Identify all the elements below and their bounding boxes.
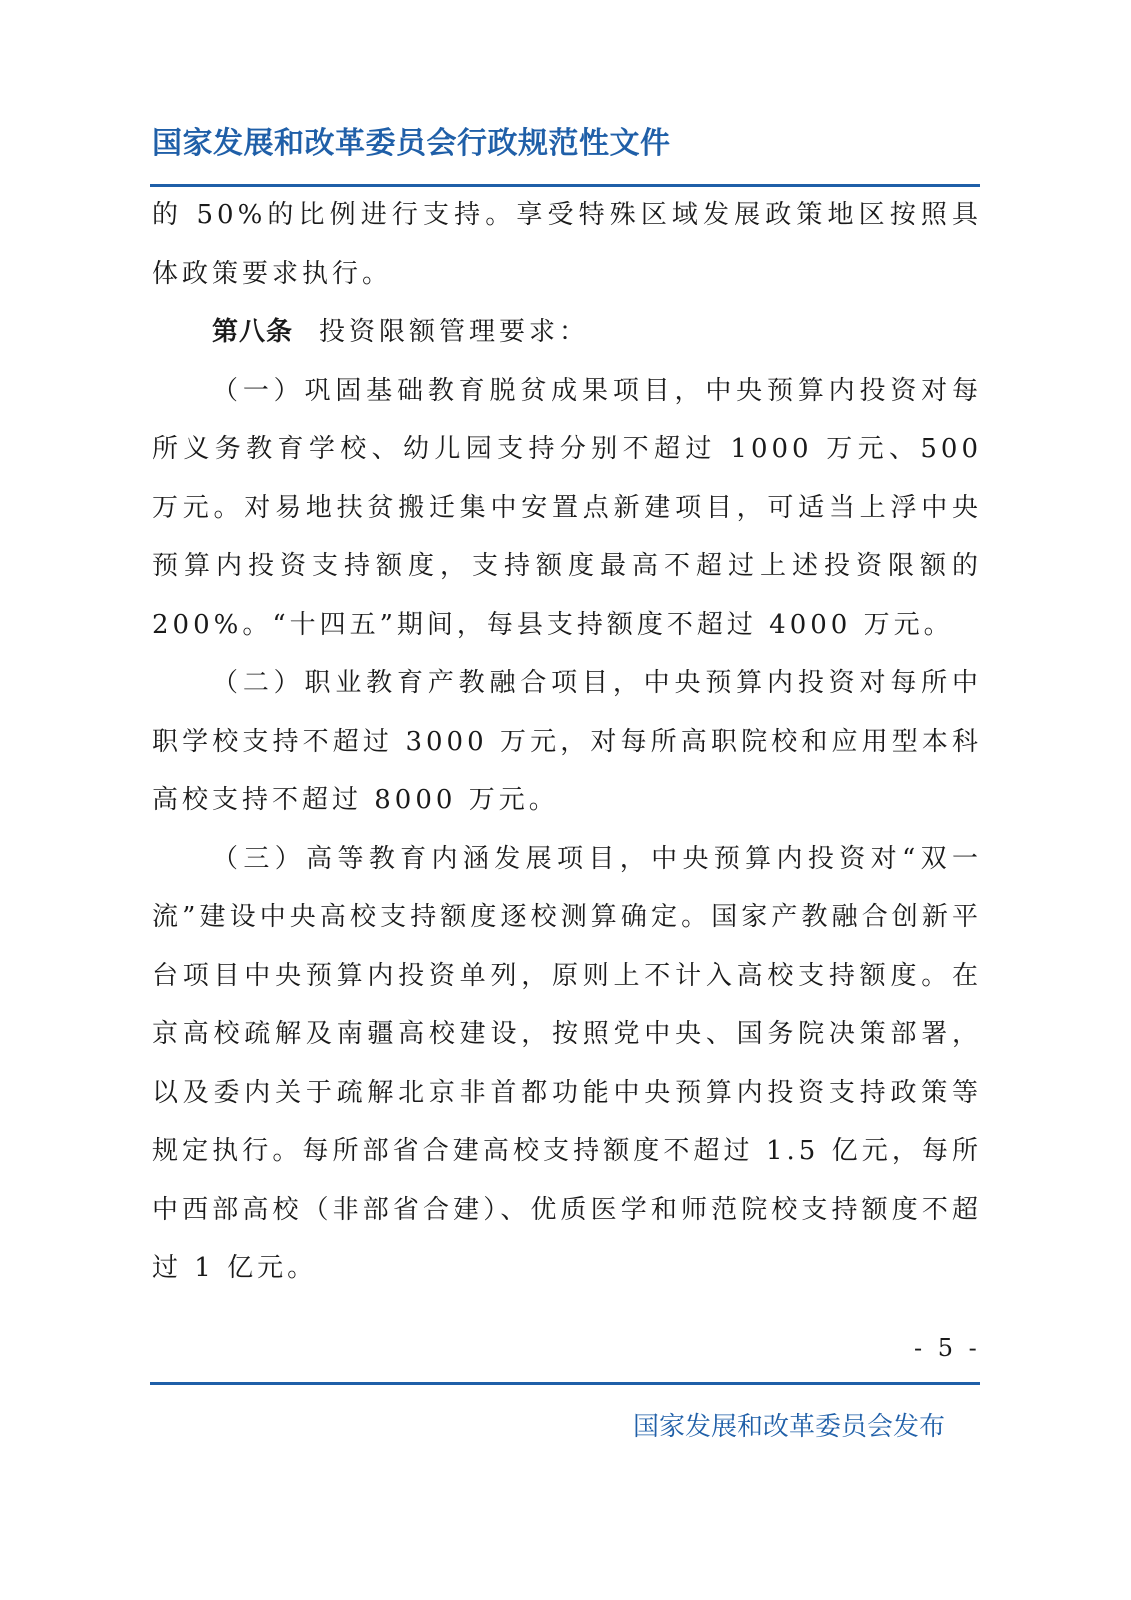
footer-divider [150, 1382, 980, 1385]
article-8-paragraph [152, 303, 982, 362]
document-body [152, 186, 982, 1298]
footer-publisher: 国家发展和改革委员会发布 [633, 1412, 946, 1442]
continuation-paragraph: 的 50%的比例进行支持。享受特殊区域发展政策地区按照具体政策要求执行。 [152, 200, 982, 289]
item-3-paragraph: （三）高等教育内涵发展项目，中央预算内投资对“双一流”建设中央高校支持额度逐校测算确定。国家产教融合创新平台项目中央预算内投资单列，原则上不计入高校支持额度。在京高校疏解及南疆高校建设，按照党中央、国务院决策部署，以及委内关于疏解北京非首都功能中央预算内投资支持政策等规定执行。每所部省合建高校支持额度不超过 1.5 亿元，每所中西部高校（非部省合建）、优质医学和师范院校支持额度不超过 1 亿元。 [152, 843, 982, 1283]
page-header-title: 国家发展和改革委员会行政规范性文件 [152, 126, 671, 161]
article-heading: 第八条 [212, 317, 294, 347]
article-title: 投资限额管理要求： [319, 317, 590, 347]
item-2-paragraph: （二）职业教育产教融合项目，中央预算内投资对每所中职学校支持不超过 3000 万元，对每所高职院校和应用型本科高校支持不超过 8000 万元。 [152, 668, 982, 815]
item-1-paragraph: （一）巩固基础教育脱贫成果项目，中央预算内投资对每所义务教育学校、幼儿园支持分别不超过 1000 万元、500 万元。对易地扶贫搬迁集中安置点新建项目，可适当上浮中央预算内投资支持额度，支持额度最高不超过上述投资限额的 200%。“十四五”期间，每县支持额度不超过 4000 万元。 [152, 375, 982, 640]
page-number: - 5 - [914, 1334, 981, 1362]
